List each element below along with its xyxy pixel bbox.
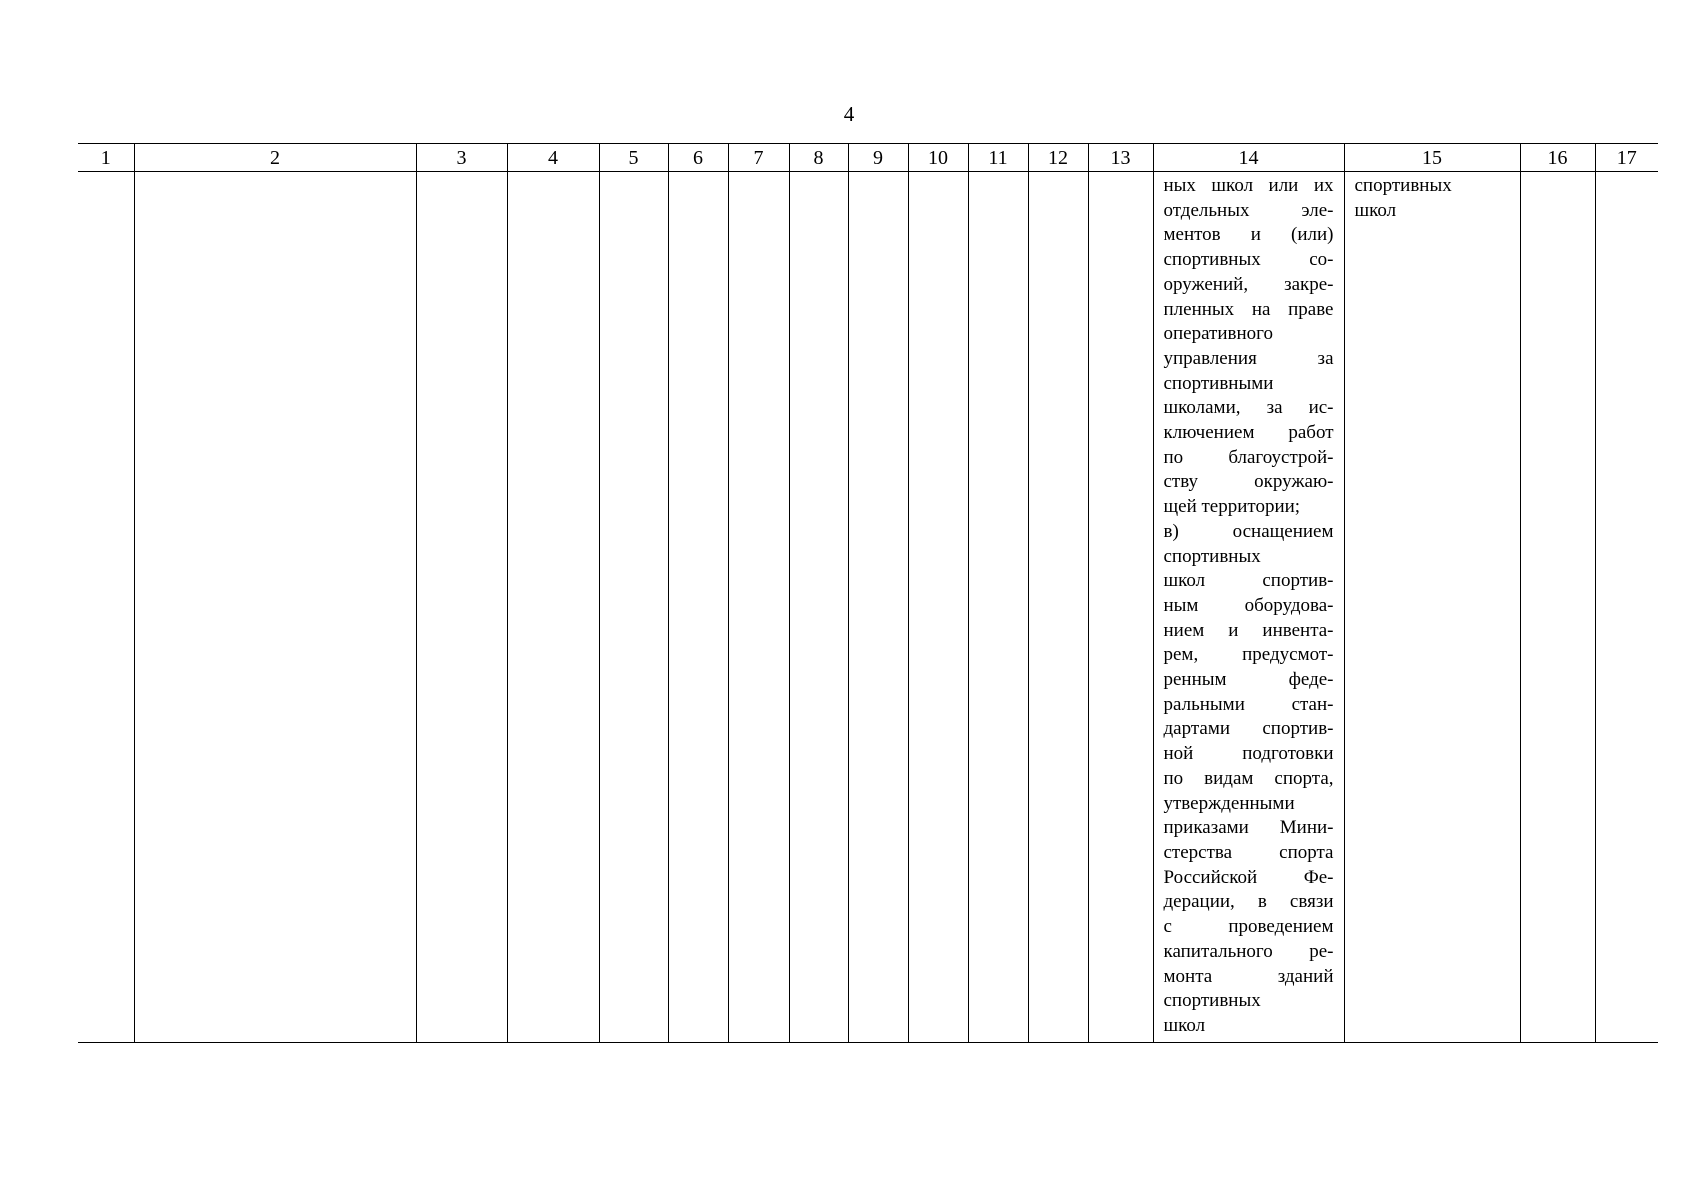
- table-cell: [728, 172, 789, 1043]
- text-line: ным оборудова-: [1163, 594, 1334, 616]
- text-line: управления за: [1163, 347, 1334, 369]
- text-line: капитального ре-: [1163, 940, 1334, 962]
- text-line: оружений, закре-: [1163, 273, 1334, 295]
- page-number: 4: [843, 102, 855, 126]
- column-header: 8: [789, 144, 848, 172]
- column-header: 15: [1344, 144, 1520, 172]
- text-line: спортивных: [1163, 990, 1261, 1012]
- text-line: школами, за ис-: [1163, 397, 1334, 419]
- column-header: 6: [668, 144, 728, 172]
- column-header: 10: [908, 144, 968, 172]
- text-line: школ: [1163, 1014, 1206, 1036]
- table-cell-col15: [1344, 172, 1520, 1043]
- text-line: отдельных эле-: [1163, 199, 1334, 221]
- text-line: оперативного: [1163, 323, 1273, 345]
- column-header: 7: [728, 144, 789, 172]
- table-cell: [789, 172, 848, 1043]
- table-cell: [599, 172, 668, 1043]
- text-line: дерации, в связи: [1163, 891, 1334, 913]
- text-line: в) оснащением: [1163, 520, 1334, 542]
- text-line: утвержденными: [1163, 792, 1295, 814]
- text-line: нием и инвента-: [1163, 619, 1334, 641]
- table-cell: [416, 172, 507, 1043]
- text-line: дартами спортив-: [1163, 718, 1334, 740]
- table-cell: [134, 172, 416, 1043]
- table-cell: [1088, 172, 1153, 1043]
- column-header: 14: [1153, 144, 1344, 172]
- text-line: с проведением: [1163, 916, 1334, 938]
- text-line: по видам спорта,: [1163, 767, 1334, 789]
- column-header: 9: [848, 144, 908, 172]
- text-line: рем, предусмот-: [1163, 644, 1334, 666]
- text-line: ключением работ: [1163, 422, 1334, 444]
- table-row: [78, 172, 1658, 1043]
- text-line: приказами Мини-: [1163, 817, 1334, 839]
- text-line: спортивных: [1354, 175, 1452, 196]
- table-cell-col14: [1153, 172, 1344, 1043]
- text-line: ренным феде-: [1163, 669, 1334, 691]
- text-line: спортивных со-: [1163, 249, 1334, 271]
- text-line: ной подготовки: [1163, 743, 1334, 765]
- column-header: 3: [416, 144, 507, 172]
- table-header-row: [78, 144, 1658, 172]
- column-header: 5: [599, 144, 668, 172]
- text-line: монта зданий: [1163, 965, 1334, 987]
- text-line: школ: [1354, 199, 1397, 221]
- text-line: ных школ или их: [1163, 175, 1334, 196]
- table-cell: [1595, 172, 1658, 1043]
- column-header: 11: [968, 144, 1028, 172]
- text-line: по благоустрой-: [1163, 446, 1334, 468]
- text-line: Российской Фе-: [1163, 866, 1334, 888]
- column-header: 16: [1520, 144, 1595, 172]
- table-cell: [507, 172, 599, 1043]
- column-header: 2: [134, 144, 416, 172]
- table-cell: [668, 172, 728, 1043]
- data-table: [78, 143, 1658, 1043]
- cell-text-col15: [1345, 172, 1520, 223]
- table-cell: [968, 172, 1028, 1043]
- table-cell: [78, 172, 134, 1043]
- column-header: 13: [1088, 144, 1153, 172]
- cell-text-col14: [1154, 172, 1344, 1039]
- text-line: пленных на праве: [1163, 298, 1334, 320]
- table-cell: [1028, 172, 1088, 1043]
- text-line: ству окружаю-: [1163, 471, 1334, 493]
- text-line: ментов и (или): [1163, 224, 1334, 246]
- column-header: 4: [507, 144, 599, 172]
- text-line: стерства спорта: [1163, 841, 1334, 863]
- column-header: 1: [78, 144, 134, 172]
- text-line: спортивных: [1163, 545, 1261, 567]
- table-cell: [908, 172, 968, 1043]
- text-line: щей территории;: [1163, 496, 1301, 518]
- table-cell: [1520, 172, 1595, 1043]
- text-line: школ спортив-: [1163, 570, 1334, 592]
- text-line: ральными стан-: [1163, 693, 1334, 715]
- column-header: 12: [1028, 144, 1088, 172]
- table-cell: [848, 172, 908, 1043]
- text-line: спортивными: [1163, 372, 1274, 394]
- column-header: 17: [1595, 144, 1658, 172]
